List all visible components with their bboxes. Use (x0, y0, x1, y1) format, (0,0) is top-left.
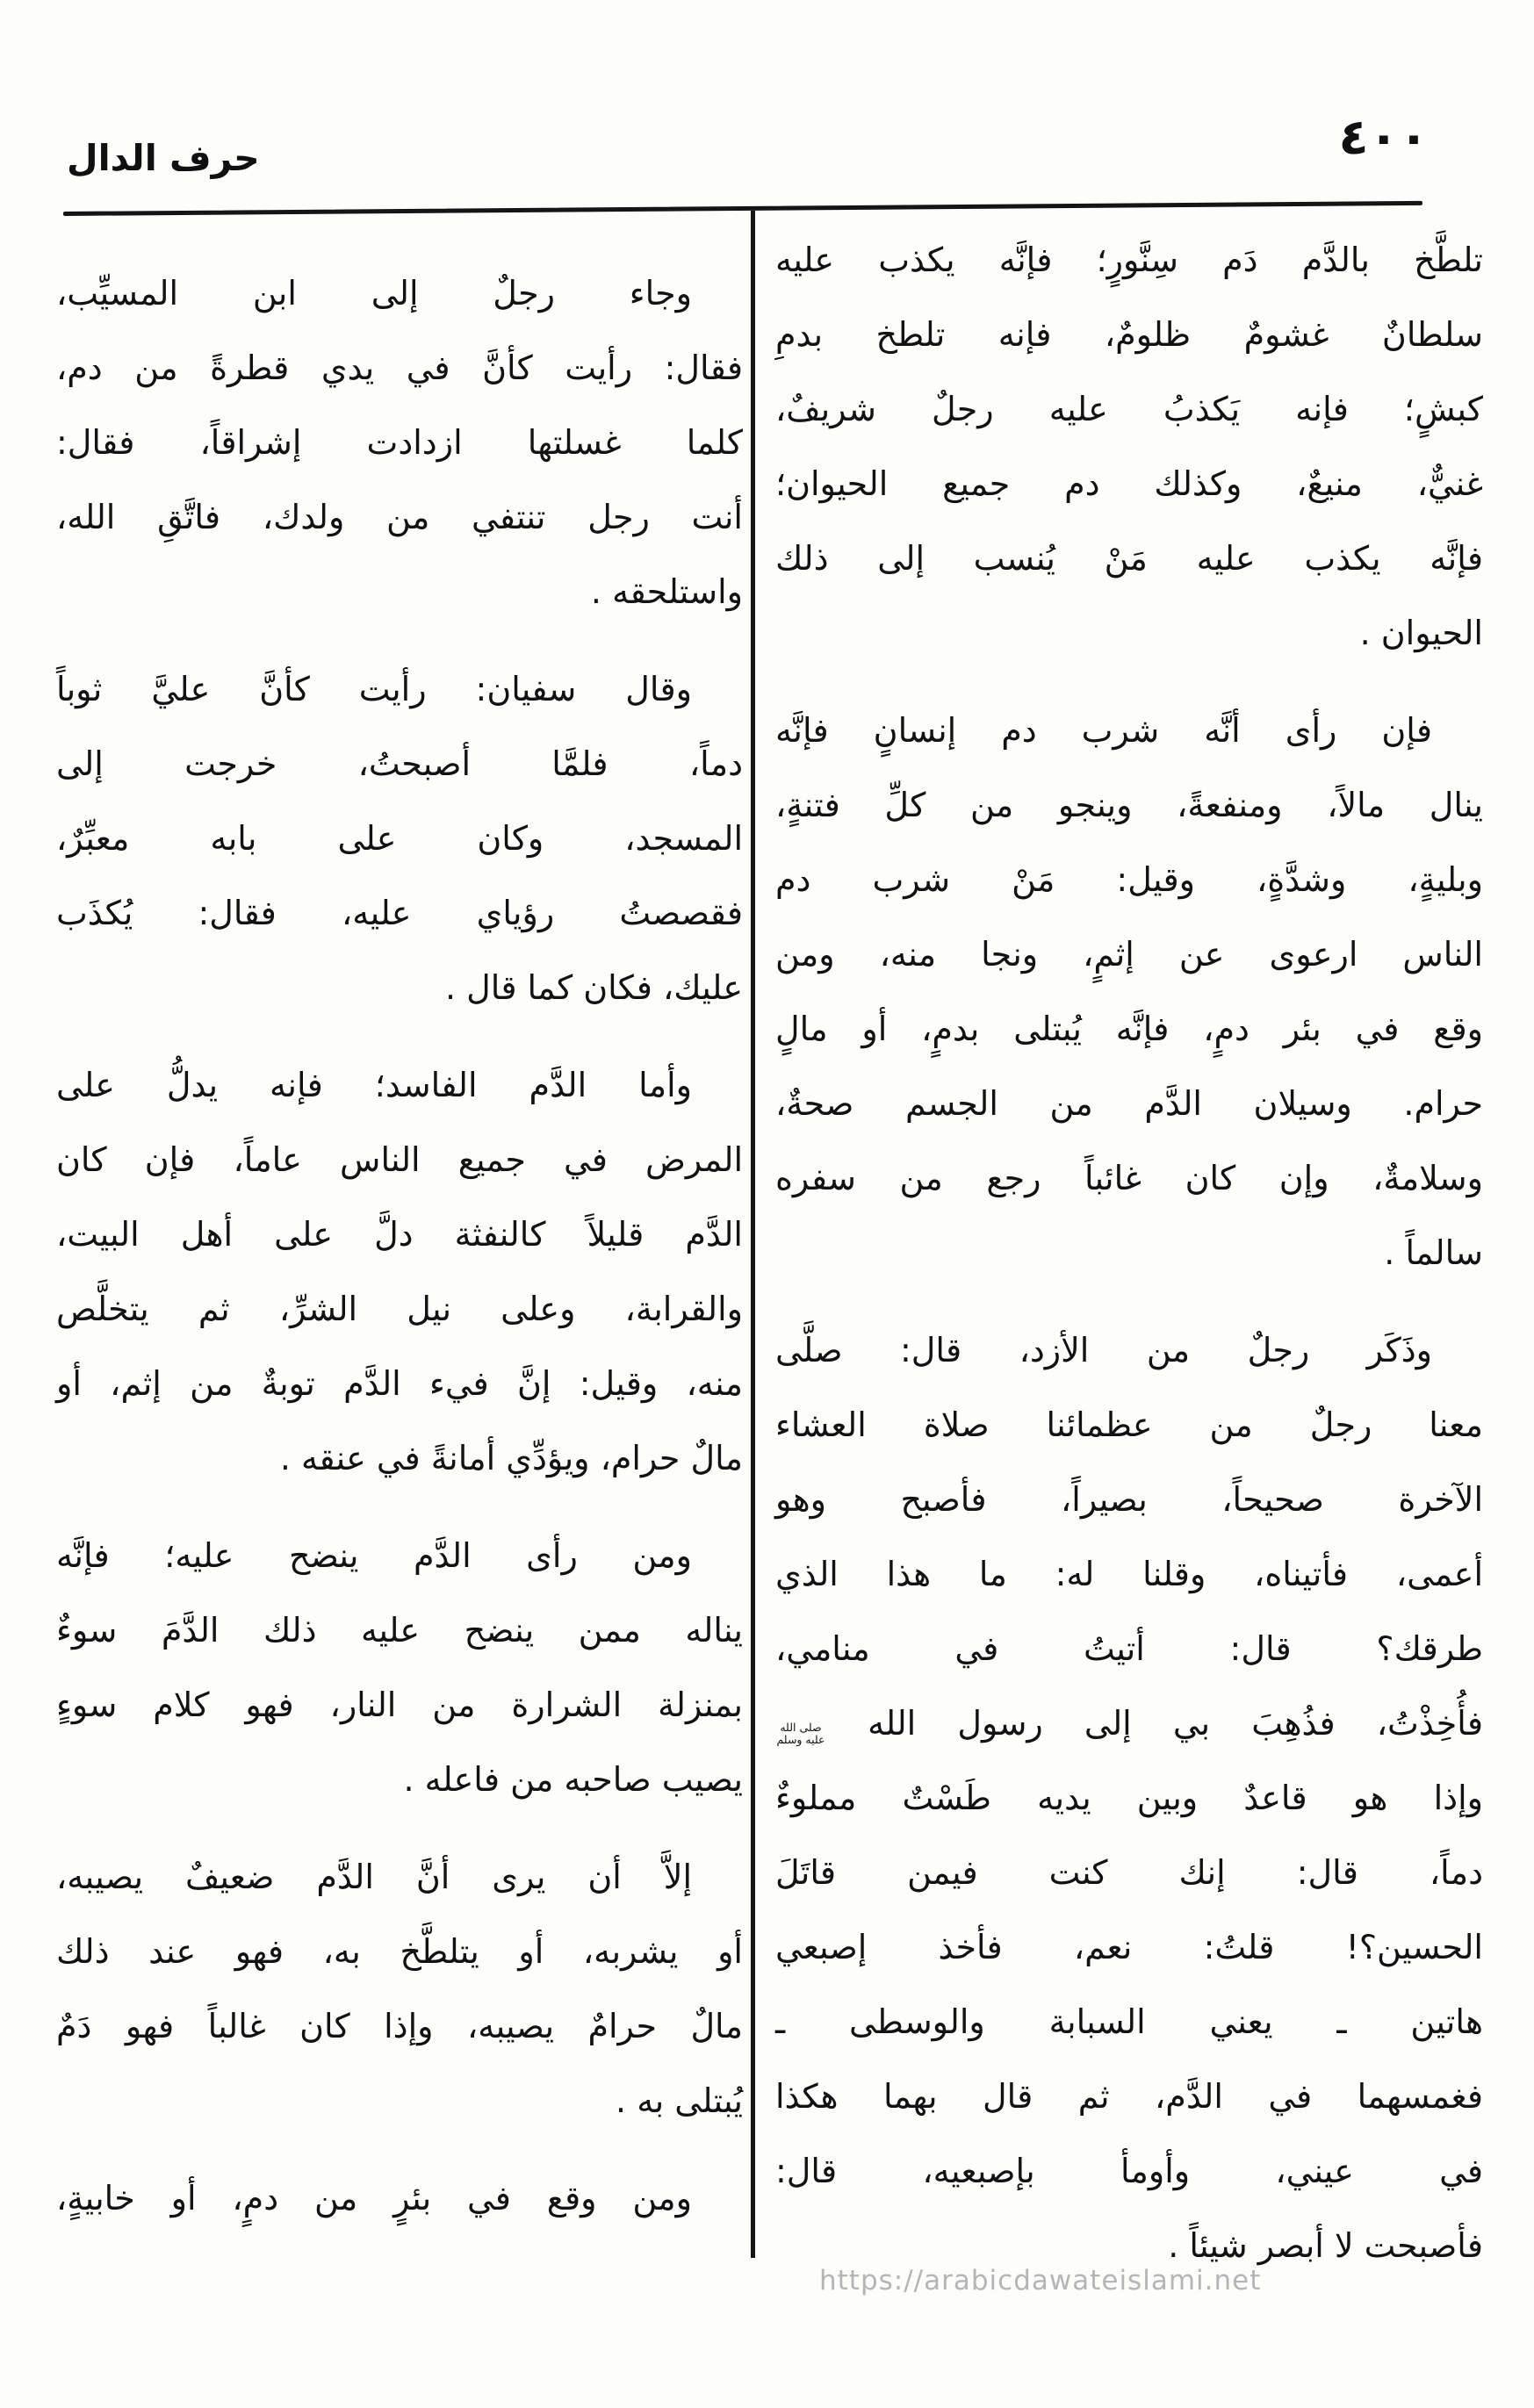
text-line: معنا رجلٌ من عظمائنا صلاة العشاء (775, 1405, 1483, 1444)
text-line: وسلامةٌ، وإن كان غائباً رجع من سفره (775, 1159, 1483, 1197)
paragraph (56, 2161, 743, 2236)
text-line: يناله ممن ينضح عليه ذلك الدَّمَ سوءٌ (56, 1611, 743, 1650)
text-line: دماً، فلمَّا أصبحتُ، خرجت إلى (56, 744, 743, 783)
text-line: الدَّم قليلاً كالنفثة دلَّ على أهل البيت، (56, 1215, 743, 1254)
text-line: ينال مالاً، ومنفعةً، وينجو من كلِّ فتنةٍ، (775, 786, 1483, 824)
header-rule (63, 201, 1422, 216)
text-line: تلطَّخ بالدَّم دَم سِنَّورٍ؛ فإنَّه يكذب عليه (775, 241, 1483, 279)
paragraph (56, 1048, 743, 1496)
text-line: الحيوان . (1359, 614, 1483, 652)
text-line: أنت رجل تنتفي من ولدك، فاتَّقِ الله، (56, 498, 743, 536)
text-line: يُبتلى به . (616, 2081, 743, 2120)
text-line: فغمسهما في الدَّم، ثم قال بهما هكذا (775, 2077, 1483, 2116)
paragraph (775, 694, 1483, 1290)
text-line: منه، وقيل: إنَّ فيء الدَّم توبةٌ من إثم، أو (56, 1364, 743, 1403)
text-line: فإنَّه يكذب عليه مَنْ يُنسب إلى ذلك (775, 539, 1483, 578)
text-line: سالماً . (1384, 1233, 1483, 1272)
text-line: فأصبحت لا أبصر شيئاً . (1168, 2226, 1483, 2265)
text-line: ومن وقع في بئرٍ من دمٍ، أو خابيةٍ، (56, 2179, 692, 2218)
paragraph (56, 1519, 743, 1817)
text-line: كلما غسلتها ازدادت إشراقاً، فقال: (56, 423, 743, 462)
paragraph (56, 256, 743, 629)
text-line: واستلحقه . (590, 572, 743, 611)
text-line: أعمى، فأتيناه، وقلنا له: ما هذا الذي (775, 1555, 1483, 1593)
text-line: ومن رأى الدَّم ينضح عليه؛ فإنَّه (56, 1536, 692, 1575)
watermark-url: https://arabicdawateislami.net (819, 2265, 1262, 2297)
text-line: بمنزلة الشرارة من النار، فهو كلام سوءٍ (56, 1686, 743, 1724)
text-line: أو يشربه، أو يتلطَّخ به، فهو عند ذلك (56, 1932, 743, 1971)
text-line: حرام. وسيلان الدَّم من الجسم صحةٌ، (775, 1084, 1483, 1123)
left-column (56, 256, 743, 2236)
text-line: وقال سفيان: رأيت كأنَّ عليَّ ثوباً (56, 670, 692, 708)
text-line: فأُخِذْتُ، فذُهِبَ بي إلى رسول الله صلى الله عليه وسلم (776, 1704, 1483, 1746)
text-line: المرض في جميع الناس عاماً، فإن كان (56, 1140, 743, 1179)
paragraph (56, 1840, 743, 2138)
text-line: الآخرة صحيحاً، بصيراً، فأصبح وهو (775, 1480, 1483, 1519)
text-line: والقرابة، وعلى نيل الشرِّ، ثم يتخلَّص (56, 1290, 743, 1328)
text-line: مالٌ حرام، ويؤدِّي أمانةً في عنقه . (279, 1439, 743, 1477)
text-line: وأما الدَّم الفاسد؛ فإنه يدلُّ على (56, 1066, 692, 1104)
text-line: وبليةٍ، وشدَّةٍ، وقيل: مَنْ شرب دم (775, 860, 1483, 899)
text-line: هاتين ـ يعني السبابة والوسطى ـ (775, 2002, 1483, 2041)
text-line: كبشٍ؛ فإنه يَكذبُ عليه رجلٌ شريفٌ، (775, 390, 1483, 428)
text-line: فقصصتُ رؤياي عليه، فقال: يُكذَب (56, 894, 743, 932)
right-column (775, 223, 1483, 2283)
text-line: الحسين؟! قلتُ: نعم، فأخذ إصبعي (775, 1928, 1483, 1966)
text-line: إلاَّ أن يرى أنَّ الدَّم ضعيفٌ يصيبه، (56, 1858, 692, 1896)
text-line: وقع في بئر دمٍ، فإنَّه يُبتلى بدمٍ، أو مالٍ (775, 1010, 1483, 1048)
pbuh-honorific-icon: صلى الله عليه وسلم (776, 1721, 825, 1746)
paragraph (775, 1313, 1483, 2283)
running-head-section-title: حرف الدال (67, 137, 260, 179)
text-line: وجاء رجلٌ إلى ابن المسيِّب، (56, 274, 692, 313)
text-line: سلطانٌ غشومٌ ظلومٌ، فإنه تلطخ بدمِ (775, 315, 1483, 354)
text-line: عليك، فكان كما قال . (444, 968, 743, 1007)
text-line: يصيب صاحبه من فاعله . (403, 1760, 743, 1799)
text-line: في عيني، وأومأ بإصبعيه، قال: (775, 2152, 1483, 2190)
text-line: طرقك؟ قال: أتيتُ في منامي، (775, 1629, 1483, 1668)
paragraph (56, 652, 743, 1025)
text-line: المسجد، وكان على بابه معبِّرٌ، (56, 819, 743, 858)
text-line: فإن رأى أنَّه شرب دم إنسانٍ فإنَّه (775, 711, 1432, 750)
paragraph (775, 223, 1483, 671)
text-line: دماً، قال: إنك كنت فيمن قاتَلَ (775, 1853, 1483, 1892)
text-line: وإذا هو قاعدٌ وبين يديه طَسْتٌ مملوءٌ (775, 1779, 1483, 1817)
text-line: مالٌ حرامٌ يصيبه، وإذا كان غالباً فهو دَمٌ (56, 2007, 743, 2045)
text-line: فقال: رأيت كأنَّ في يدي قطرةً من دم، (56, 349, 743, 387)
text-line: غنيٌّ، منيعٌ، وكذلك دم جميع الحيوان؛ (775, 464, 1483, 503)
text-line: وذَكَر رجلٌ من الأزد، قال: صلَّى (775, 1331, 1432, 1369)
text-line: الناس ارعوى عن إثمٍ، ونجا منه، ومن (775, 935, 1483, 974)
column-divider (751, 211, 755, 2258)
page-number: ٤٠٠ (1338, 109, 1429, 166)
